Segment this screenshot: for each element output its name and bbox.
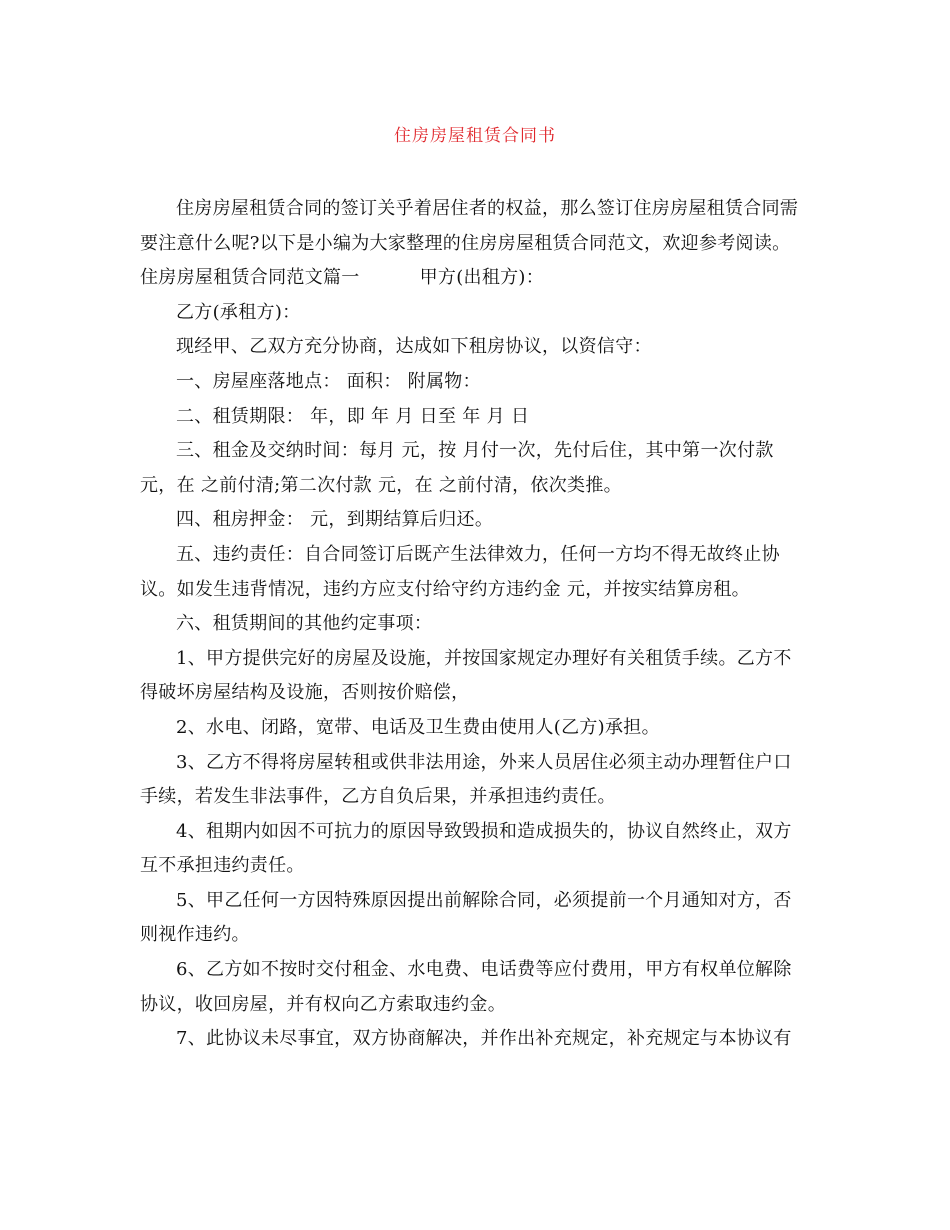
- clause-3-line-1: 三、租金及交纳时间：每月 元，按 月付一次，先付后住，其中第一次付款: [176, 440, 774, 462]
- item-3-line-2: 手续，若发生非法事件，乙方自负后果，并承担违约责任。: [140, 786, 616, 808]
- sample-heading-line: [140, 261, 808, 296]
- preamble: 现经甲、乙双方充分协商，达成如下租房协议，以资信守：: [176, 336, 652, 358]
- item-2: 2、水电、闭路，宽带、电话及卫生费由使用人(乙方)承担。: [176, 716, 660, 738]
- item-1-line-1: 1、甲方提供完好的房屋及设施，并按国家规定办理好有关租赁手续。乙方不: [176, 647, 792, 669]
- clause-2: 二、租赁期限： 年，即 年 月 日至 年 月 日: [176, 405, 530, 427]
- item-7-line-1: 7、此协议未尽事宜，双方协商解决，并作出补充规定，补充规定与本协议有: [176, 1028, 792, 1050]
- sample-heading: 住房房屋租赁合同范文篇一: [140, 267, 360, 289]
- clause-4: 四、租房押金： 元，到期结算后归还。: [176, 509, 494, 531]
- intro-line-2: 要注意什么呢?以下是小编为大家整理的住房房屋租赁合同范文，欢迎参考阅读。: [140, 232, 791, 254]
- item-5-line-2: 则视作违约。: [140, 924, 250, 946]
- clause-6: 六、租赁期间的其他约定事项：: [176, 613, 433, 635]
- intro-line-1: 住房房屋租赁合同的签订关乎着居住者的权益，那么签订住房房屋租赁合同需: [176, 198, 799, 219]
- document-title: 住房房屋租赁合同书: [394, 126, 556, 146]
- clause-1: 一、房屋座落地点： 面积： 附属物：: [176, 370, 481, 392]
- party-b-label: 乙方(承租方)：: [176, 301, 301, 323]
- clause-5-line-2: 议。如发生违背情况，违约方应支付给守约方违约金 元，并按实结算房租。: [140, 578, 750, 600]
- clause-5-line-1: 五、违约责任：自合同签订后既产生法律效力，任何一方均不得无故终止协: [176, 543, 780, 565]
- item-4-line-1: 4、租期内如因不可抗力的原因导致毁损和造成损失的，协议自然终止，双方: [176, 820, 792, 842]
- item-6-line-1: 6、乙方如不按时交付租金、水电费、电话费等应付费用，甲方有权单位解除: [176, 959, 792, 981]
- item-1-line-2: 得破坏房屋结构及设施，否则按价赔偿，: [140, 682, 470, 704]
- document-body: [140, 192, 808, 1057]
- item-5-line-1: 5、甲乙任何一方因特殊原因提出前解除合同，必须提前一个月通知对方，否: [176, 889, 792, 911]
- clause-3-line-2: 元，在 之前付清;第二次付款 元，在 之前付清，依次类推。: [140, 474, 622, 496]
- item-6-line-2: 协议，收回房屋，并有权向乙方索取违约金。: [140, 993, 506, 1015]
- party-a-label: 甲方(出租方)：: [419, 267, 545, 289]
- item-4-line-2: 互不承担违约责任。: [140, 855, 305, 877]
- item-3-line-1: 3、乙方不得将房屋转租或供非法用途，外来人员居住必须主动办理暂住户口: [176, 751, 792, 773]
